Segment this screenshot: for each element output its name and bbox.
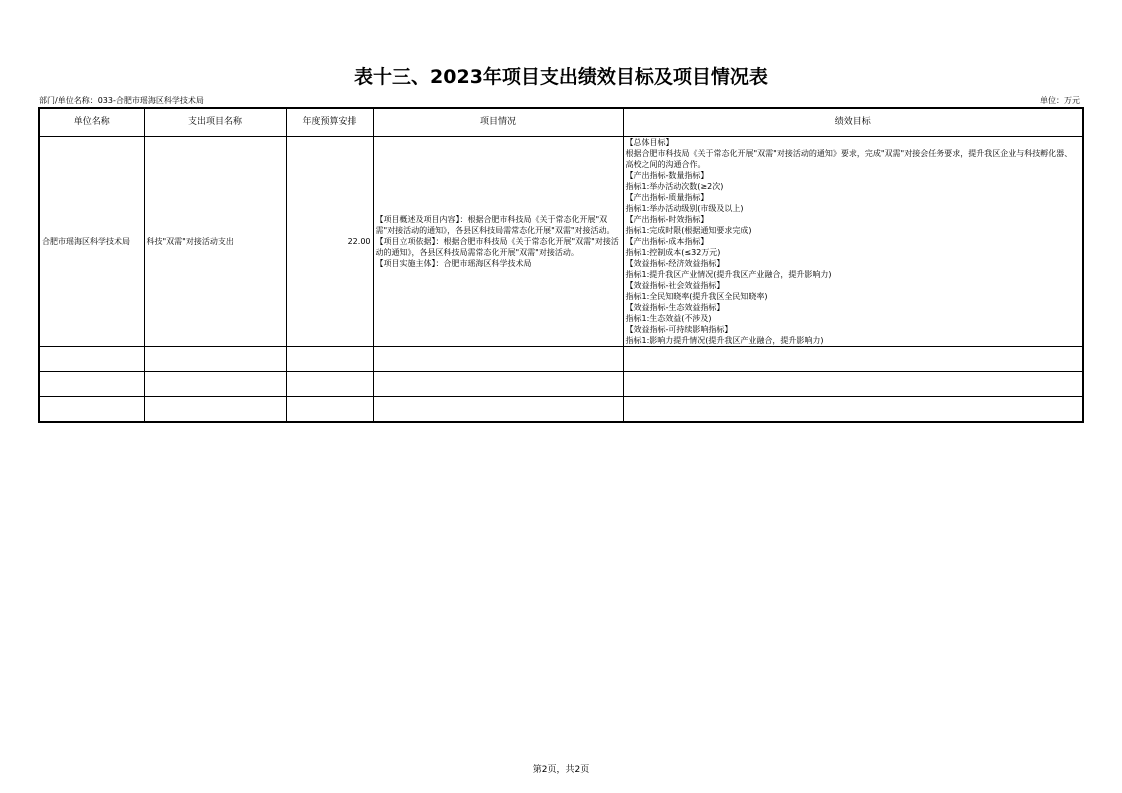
header-project-name: 支出项目名称 (144, 108, 286, 137)
page-title: 表十三、2023年项目支出绩效目标及项目情况表 (354, 66, 768, 88)
goal-quantity-indicator: 指标1:举办活动次数(≥2次) (625, 182, 724, 191)
empty-row (39, 372, 1083, 397)
goal-economic-heading: 【效益指标-经济效益指标】 (625, 259, 725, 268)
goal-overall-text: 根据合肥市科技局《关于常态化开展"双需"对接活动的通知》要求，完成"双需"对接会任务要求，提升我区企业与科技孵化器、高校之间的沟通合作。 (625, 149, 1073, 169)
cell-performance-goals (623, 137, 1083, 347)
cell-project-name: 科技"双需"对接活动支出 (144, 137, 286, 347)
page-number: 第2页，共2页 (532, 765, 590, 775)
goal-cost-heading: 【产出指标-成本指标】 (625, 237, 709, 246)
performance-table (38, 107, 1084, 423)
goal-quality-heading: 【产出指标-质量指标】 (625, 193, 709, 202)
goal-timeliness-indicator: 指标1:完成时限(根据通知要求完成) (625, 226, 752, 235)
goal-sustainable-indicator: 指标1:影响力提升情况(提升我区产业融合，提升影响力) (625, 336, 824, 345)
goal-social-indicator: 指标1:全民知晓率(提升我区全民知晓率) (625, 292, 768, 301)
description-basis: 【项目立项依据】：根据合肥市科技局《关于常态化开展"双需"对接活动的通知》，各县区科技局需常态化开展"双需"对接活动。 (375, 237, 619, 257)
goal-cost-indicator: 指标1:控制成本(≤32万元) (625, 248, 721, 257)
cell-project-description (373, 137, 623, 347)
goal-ecological-heading: 【效益指标-生态效益指标】 (625, 303, 725, 312)
goal-economic-indicator: 指标1:提升我区产业情况(提升我区产业融合，提升影响力) (625, 270, 832, 279)
empty-row (39, 397, 1083, 423)
header-performance-goal: 绩效目标 (623, 108, 1083, 137)
header-project-info: 项目情况 (373, 108, 623, 137)
goal-overall-heading: 【总体目标】 (625, 138, 674, 147)
goal-timeliness-heading: 【产出指标-时效指标】 (625, 215, 709, 224)
goal-ecological-indicator: 指标1:生态效益(不涉及) (625, 314, 712, 323)
unit-label: 单位：万元 (1040, 96, 1080, 105)
goal-social-heading: 【效益指标-社会效益指标】 (625, 281, 725, 290)
header-annual-budget: 年度预算安排 (286, 108, 373, 137)
table-header-row (39, 108, 1083, 137)
goal-quantity-heading: 【产出指标-数量指标】 (625, 171, 709, 180)
goal-sustainable-heading: 【效益指标-可持续影响指标】 (625, 325, 733, 334)
goal-quality-indicator: 指标1:举办活动级别(市级及以上) (625, 204, 744, 213)
description-executor: 【项目实施主体】：合肥市瑶海区科学技术局 (375, 259, 532, 268)
department-name: 部门/单位名称：033-合肥市瑶海区科学技术局 (39, 96, 204, 105)
table-row (39, 137, 1083, 347)
header-unit-name: 单位名称 (39, 108, 144, 137)
empty-row (39, 347, 1083, 372)
cell-budget: 22.00 (286, 137, 373, 347)
cell-unit-name: 合肥市瑶海区科学技术局 (39, 137, 144, 347)
description-overview: 【项目概述及项目内容】：根据合肥市科技局《关于常态化开展"双需"对接活动的通知》，各县区科技局需常态化开展"双需"对接活动。 (375, 215, 615, 235)
